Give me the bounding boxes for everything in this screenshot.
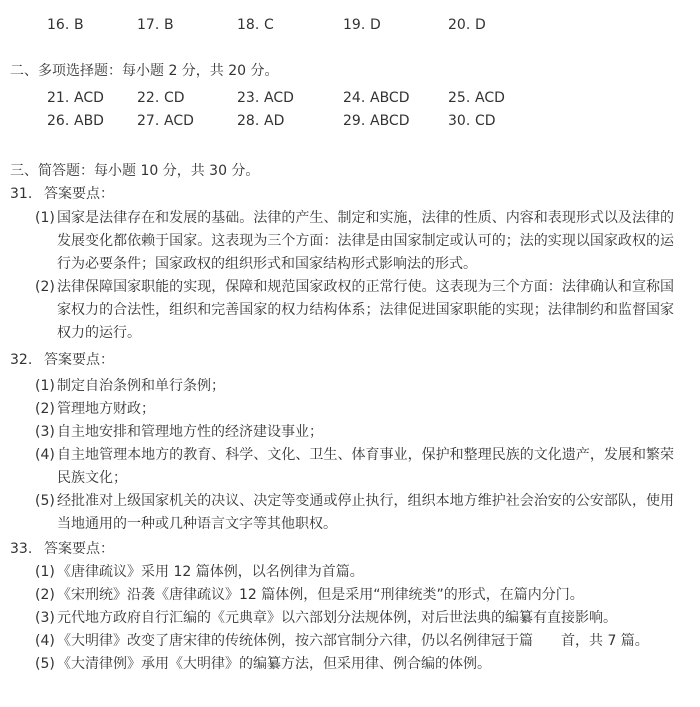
item-marker: (5) xyxy=(35,493,55,509)
answer-value: ABCD xyxy=(370,90,410,106)
question-number: 25. xyxy=(448,90,471,106)
answer-value: ACD xyxy=(74,90,104,106)
question-33-items xyxy=(10,561,674,676)
answer-cell xyxy=(47,113,104,129)
answer-points-label: 答案要点： xyxy=(44,541,114,557)
answer-value: ACD xyxy=(264,90,294,106)
item-marker: (1) xyxy=(35,564,55,580)
item-text: 自主地管理本地方的教育、科学、文化、卫生、体育事业，保护和整理民族的文化遗产，发展和繁荣民族文化； xyxy=(57,447,674,486)
answer-value: ACD xyxy=(164,113,194,129)
item-marker: (2) xyxy=(35,401,55,417)
question-number: 16. xyxy=(47,17,70,33)
answer-cell xyxy=(137,90,185,106)
item-text: 经批准对上级国家机关的决议、决定等变通或停止执行，组织本地方维护社会治安的公安部队，使用当地通用的一种或几种语言文字等其他职权。 xyxy=(57,493,674,532)
question-number: 26. xyxy=(47,113,70,129)
question-number: 27. xyxy=(137,113,160,129)
question-number: 24. xyxy=(343,90,366,106)
item-text: 《大清律例》承用《大明律》的编纂方法，但采用律、例合编的体例。 xyxy=(57,656,491,672)
answer-item xyxy=(10,630,674,653)
question-number: 31. xyxy=(10,186,33,202)
item-marker: (2) xyxy=(35,587,55,603)
answer-cell xyxy=(237,113,284,129)
section-multi-choice-title: 二、多项选择题：每小题 2 分，共 20 分。 xyxy=(10,63,279,79)
item-marker: (4) xyxy=(35,633,55,649)
single-choice-answers-row xyxy=(10,17,674,33)
answer-cell xyxy=(448,17,486,33)
answer-item xyxy=(10,584,674,607)
question-number: 18. xyxy=(237,17,260,33)
item-marker: (3) xyxy=(35,610,55,626)
item-text: 国家是法律存在和发展的基础。法律的产生、制定和实施，法律的性质、内容和表现形式以及法律的发展变化都依赖于国家。这表现为三个方面：法律是由国家制定或认可的；法的实现以国家政权的运行为必要条件；国家政权的组织形式和国家结构形式影响法的形式。 xyxy=(57,210,674,272)
question-number: 19. xyxy=(343,17,366,33)
answer-item xyxy=(10,561,674,584)
question-number: 28. xyxy=(237,113,260,129)
answer-value: CD xyxy=(164,90,185,106)
question-number: 30. xyxy=(448,113,471,129)
answer-cell xyxy=(448,113,496,129)
answer-cell xyxy=(343,90,410,106)
answer-value: B xyxy=(74,17,84,33)
answer-item xyxy=(10,375,674,398)
question-number: 22. xyxy=(137,90,160,106)
question-32-items xyxy=(10,375,674,536)
item-text: 《唐律疏议》采用 12 篇体例，以名例律为首篇。 xyxy=(57,564,364,580)
answer-cell xyxy=(47,90,104,106)
answer-cell xyxy=(137,17,174,33)
answer-item xyxy=(10,398,674,421)
answer-value: CD xyxy=(475,113,496,129)
answer-value: ACD xyxy=(475,90,505,106)
item-marker: (1) xyxy=(35,378,55,394)
answer-value: D xyxy=(370,17,381,33)
item-text: 自主地安排和管理地方性的经济建设事业； xyxy=(57,424,323,440)
answer-item xyxy=(10,653,674,676)
answer-cell xyxy=(47,17,84,33)
answer-cell xyxy=(343,17,381,33)
question-33-label xyxy=(10,541,674,557)
answer-cell xyxy=(137,113,194,129)
answer-cell xyxy=(237,17,274,33)
item-marker: (1) xyxy=(35,210,55,226)
question-number: 29. xyxy=(343,113,366,129)
answer-value: ABCD xyxy=(370,113,410,129)
answer-item xyxy=(10,421,674,444)
question-31-items xyxy=(10,207,674,345)
answer-item xyxy=(10,490,674,536)
item-marker: (2) xyxy=(35,279,55,295)
answer-value: D xyxy=(475,17,486,33)
multi-choice-answers-row-2 xyxy=(10,113,674,129)
answer-cell xyxy=(237,90,294,106)
item-text: 元代地方政府自行汇编的《元典章》以六部划分法规体例，对后世法典的编纂有直接影响。 xyxy=(57,610,617,626)
answer-value: ABD xyxy=(74,113,104,129)
question-number: 20. xyxy=(448,17,471,33)
item-text: 《大明律》改变了唐宋律的传统体例，按六部官制分六律，仍以名例律冠于篇 首，共 7 篇。 xyxy=(57,633,649,649)
answer-item xyxy=(10,444,674,490)
multi-choice-answers-row-1 xyxy=(10,90,674,106)
item-text: 管理地方财政； xyxy=(57,401,155,417)
answer-cell xyxy=(343,113,410,129)
answer-points-label: 答案要点： xyxy=(44,186,114,202)
answer-value: AD xyxy=(264,113,285,129)
answer-cell xyxy=(448,90,505,106)
item-marker: (3) xyxy=(35,424,55,440)
item-text: 《宋刑统》沿袭《唐律疏议》12 篇体例，但是采用“刑律统类”的形式，在篇内分门。 xyxy=(57,587,584,603)
question-32-label xyxy=(10,352,674,368)
answer-points-label: 答案要点： xyxy=(44,352,114,368)
question-number: 23. xyxy=(237,90,260,106)
question-number: 17. xyxy=(137,17,160,33)
item-text: 制定自治条例和单行条例； xyxy=(57,378,225,394)
answer-value: B xyxy=(164,17,174,33)
item-marker: (4) xyxy=(35,447,55,463)
item-text: 法律保障国家职能的实现，保障和规范国家政权的正常行使。这表现为三个方面：法律确认和宣称国家权力的合法性，组织和完善国家的权力结构体系；法律促进国家职能的实现；法律制约和监督国家权力的运行。 xyxy=(57,279,674,341)
question-number: 32. xyxy=(10,352,33,368)
answer-item xyxy=(10,276,674,345)
answer-item xyxy=(10,207,674,276)
answer-value: C xyxy=(264,17,274,33)
item-marker: (5) xyxy=(35,656,55,672)
question-number: 33. xyxy=(10,541,33,557)
question-number: 21. xyxy=(47,90,70,106)
answer-item xyxy=(10,607,674,630)
question-31-label xyxy=(10,186,674,202)
section-short-answer-title: 三、简答题：每小题 10 分，共 30 分。 xyxy=(10,163,260,179)
